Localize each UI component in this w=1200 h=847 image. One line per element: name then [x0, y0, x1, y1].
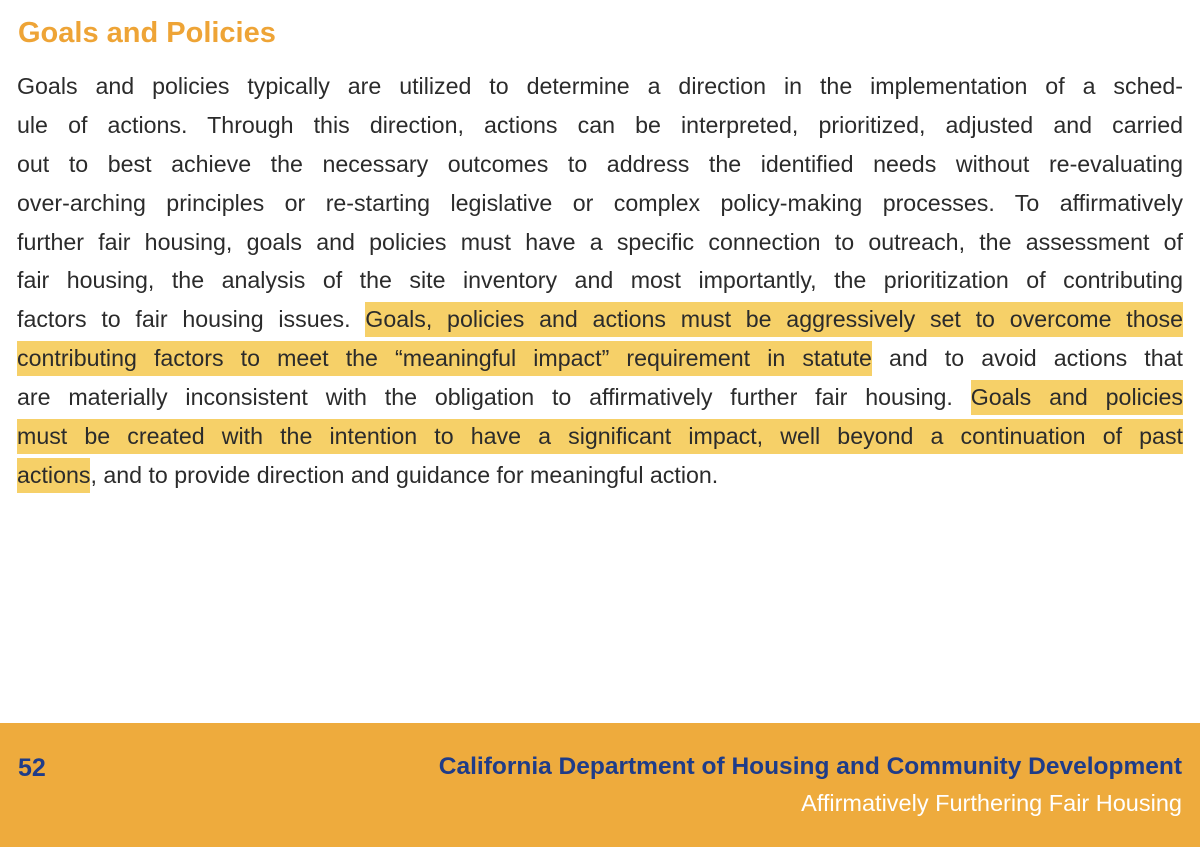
body-text-segment: are materially inconsistent with the obligation to affirmatively further fair housing.	[17, 384, 971, 411]
body-text-segment: and to avoid actions that	[871, 345, 1183, 372]
paragraph-line	[17, 106, 1183, 145]
paragraph-line	[17, 184, 1183, 223]
paragraph-line	[17, 456, 1183, 495]
body-text-segment: factors to fair housing issues.	[17, 306, 366, 333]
page-number: 52	[18, 754, 46, 782]
highlighted-text: Goals and policies	[971, 380, 1183, 415]
footer-document-title: Affirmatively Furthering Fair Housing	[801, 790, 1182, 816]
section-title: Goals and Policies	[18, 17, 276, 49]
body-text-segment: over-arching principles or re-starting legislative or complex policy-making processes. To affirmatively	[17, 189, 1183, 216]
paragraph-line	[17, 223, 1183, 262]
body-text-segment: ule of actions. Through this direction, actions can be interpreted, prioritized, adjusted and carried	[17, 111, 1183, 138]
paragraph-line	[17, 339, 1183, 378]
footer-organization: California Department of Housing and Community Development	[438, 753, 1182, 780]
page-footer	[0, 723, 1200, 847]
highlighted-text: must be created with the intention to have a significant impact, well beyond a continuation of past	[17, 419, 1183, 454]
paragraph-line	[17, 261, 1183, 300]
paragraph-line	[17, 300, 1183, 339]
body-text-segment: out to best achieve the necessary outcomes to address the identified needs without re-evaluating	[17, 150, 1183, 177]
body-text-segment: Goals and policies typically are utilized to determine a direction in the implementation of a sched-	[17, 73, 1183, 99]
paragraph-line	[17, 145, 1183, 184]
highlighted-text: contributing factors to meet the “meaningful impact” requirement in statute	[17, 341, 872, 376]
paragraph-line	[17, 67, 1183, 106]
highlighted-text: Goals, policies and actions must be aggressively set to overcome those	[365, 302, 1183, 337]
body-text-segment: , and to provide direction and guidance for meaningful action.	[90, 461, 719, 488]
body-text-segment: further fair housing, goals and policies must have a specific connection to outreach, the assessment of	[17, 228, 1183, 255]
paragraph-line	[17, 417, 1183, 456]
highlighted-text: actions	[17, 458, 90, 493]
paragraph-line	[17, 378, 1183, 417]
body-text-segment: fair housing, the analysis of the site inventory and most importantly, the prioritization of contributing	[17, 267, 1183, 294]
body-paragraph	[17, 67, 1183, 495]
